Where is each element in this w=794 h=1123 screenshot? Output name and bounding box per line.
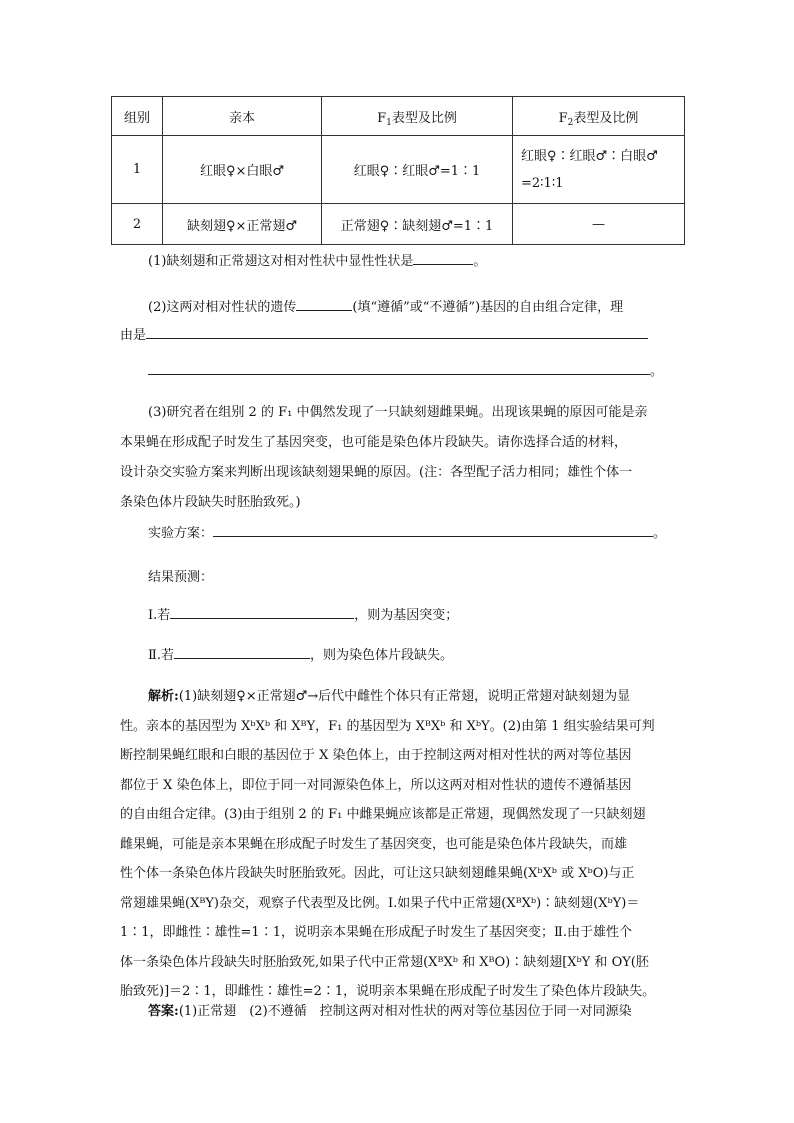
row2-f2: —	[513, 204, 685, 245]
genetics-table	[111, 96, 685, 245]
prediction-ii-blank[interactable]	[174, 646, 310, 659]
answer-blank-2[interactable]	[296, 298, 352, 311]
reason-blank-line2[interactable]	[148, 362, 650, 375]
row2-group: 2	[112, 204, 163, 245]
header-group: 组别	[112, 97, 163, 136]
plan-blank[interactable]	[213, 524, 653, 537]
row2-f1: 正常翅♀∶缺刻翅♂=1∶1	[322, 204, 513, 245]
table-row	[112, 204, 685, 245]
result-prediction-label: 结果预测：	[148, 570, 214, 585]
question-2-line1: (2)这两对相对性状的遗传 (填“遵循”或“不遵循”)基因的自由组合定律，理	[148, 300, 624, 315]
analysis: 解析:(1)缺刻翅♀×正常翅♂→后代中雌性个体只有正常翅，说明正常翅对缺刻翅为显 性。亲本的基因型为 XᵇXᵇ 和 XᴮY，F₁ 的基因型为 XᴮXᵇ 和 XᵇY。(2)由第 1 组实验结果可判 断控制果蝇红眼和白眼的基因位于 X 染色体上，由于控制这两对相对性状的两对等位基因 都位于 X 染色体上，即位于同一对同源染色体上，所以这两对相对性状的遗传不遵循基因 的自由组合定律。(3)由于组别 2 的 F₁ 中雌果蝇应该都是正常翅，现偶然发现了一只缺刻翅 雌果蝇，可能是亲本果蝇在形成配子时发生了基因突变，也可能是染色体片段缺失，而雄 性个体一条染色体片段缺失时胚胎致死。因此，可让这只缺刻翅雌果蝇(XᵇXᵇ 或 XᵇO)与正 常翅雄果蝇(XᴮY)杂交，观察子代表型及比例。Ⅰ.如果子代中正常翅(XᴮXᵇ)∶缺刻翅(XᵇY)＝ 1∶1，即雌性∶雄性=1∶1，说明亲本果蝇在形成配子时发生了基因突变；Ⅱ.由于雄性个 体一条染色体片段缺失时胚胎致死,如果子代中正常翅(XᴮXᵇ 和 XᴮO)∶缺刻翅[XᵇY 和 OY(胚 胎致死)]＝2∶1，即雌性∶雄性=2∶1，说明亲本果蝇在形成配子时发生了染色体片段缺失。	[120, 689, 656, 999]
question-3: (3)研究者在组别 2 的 F₁ 中偶然发现了一只缺刻翅雌果蝇。出现该果蝇的原因可能是亲 本果蝇在形成配子时发生了基因突变，也可能是染色体片段缺失。请你选择合适的材料， 设计杂交实验方案来判断出现该缺刻翅果蝇的原因。(注：各型配子活力相同；雄性个体一 条染色体片段缺失时胚胎致死。)	[120, 405, 648, 510]
row1-parents: 红眼♀×白眼♂	[163, 136, 322, 204]
prediction-i: Ⅰ.若 ，则为基因突变；	[148, 608, 459, 623]
question-2-line3: 。	[148, 360, 663, 379]
header-parents: 亲本	[163, 97, 322, 136]
question-2-line2: 由是	[120, 324, 648, 343]
answer-blank-1[interactable]	[413, 252, 473, 265]
row1-f1: 红眼♀∶红眼♂=1∶1	[322, 136, 513, 204]
table-row	[112, 136, 685, 204]
header-f1: $F_1$表型及比例	[322, 97, 513, 136]
answer: 答案:(1)正常翅 (2)不遵循 控制这两对相对性状的两对等位基因位于同一对同源染	[148, 1004, 632, 1019]
row1-group: 1	[112, 136, 163, 204]
table-header-row	[112, 97, 685, 136]
question-1: (1)缺刻翅和正常翅这对相对性状中显性性状是 。	[148, 254, 487, 269]
row2-parents: 缺刻翅♀×正常翅♂	[163, 204, 322, 245]
prediction-ii: Ⅱ.若 ，则为染色体片段缺失。	[148, 648, 453, 663]
reason-blank-line1[interactable]	[146, 326, 648, 339]
header-f2: $F_2$表型及比例	[513, 97, 685, 136]
row1-f2: 红眼♀∶红眼♂∶白眼♂ =2∶1∶1	[513, 136, 685, 204]
experiment-plan: 实验方案： 。	[148, 526, 667, 541]
prediction-i-blank[interactable]	[170, 606, 354, 619]
